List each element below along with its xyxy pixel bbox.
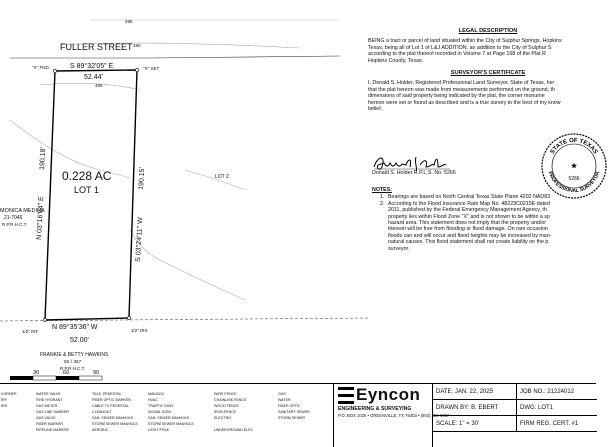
scale-label: 60 bbox=[63, 370, 70, 376]
street-south-line-east bbox=[150, 56, 340, 58]
legend-item: WIRE FENCE bbox=[214, 392, 237, 396]
certificate-line: I, Donald S. Holder, Registered Professional Land Surveyor, State of Texas, her bbox=[368, 80, 555, 87]
note-line: Bearings are based on North Central Texas State Plane 4202 NAD83 bbox=[388, 194, 551, 201]
legend-item: FIBER OPTIC bbox=[278, 404, 301, 408]
certificate-line: that the plat hereon was made from measurements performed on the ground, th bbox=[368, 86, 555, 93]
note-number: 1. bbox=[380, 194, 385, 201]
eyncon-logo-icon bbox=[338, 387, 354, 404]
notes-title: NOTES: bbox=[372, 187, 393, 193]
contour-line bbox=[185, 170, 245, 190]
note-line: surveyor. bbox=[388, 245, 410, 252]
symbol-legend bbox=[0, 384, 333, 447]
legal-line: BEING a tract or parcel of land situated within the City of Sulphur Springs, Hopkins bbox=[368, 38, 562, 45]
legal-description-title: LEGAL DESCRIPTION bbox=[458, 28, 518, 34]
contour-label: 485 bbox=[95, 83, 103, 88]
legend-item: SIGNAL SIGN bbox=[148, 410, 171, 414]
south-distance: 52.00' bbox=[70, 337, 89, 344]
firm-cert-cell: FIRM REG. CERT. #1 bbox=[517, 416, 597, 432]
corner-label: "X" FND. bbox=[32, 65, 50, 70]
note-line: hazard area. This statement does not imply that the property and/or bbox=[388, 220, 547, 227]
legend-item: SAN. SEWER MANHOLE bbox=[92, 416, 134, 420]
legend-item: TELE. PEDESTAL bbox=[92, 392, 122, 396]
legend-item: IRON FENCE bbox=[214, 410, 237, 414]
certificate-line: dimensions of said property being indicated by the plat, the corner monume bbox=[368, 93, 545, 100]
scale-label: 90 bbox=[93, 370, 100, 376]
legend-item: TRAFFIC SIGN bbox=[148, 404, 173, 408]
seal-state: STATE OF TEXAS bbox=[549, 137, 599, 156]
legend-item: STORM SEWER MANHOLE bbox=[148, 422, 194, 426]
legal-line: Hopkins County, Texas. bbox=[368, 57, 424, 64]
title-block-info bbox=[432, 384, 597, 447]
legend-item: SANITARY SEWER bbox=[278, 410, 310, 414]
adjacent-lot-label: LOT 2 bbox=[215, 174, 229, 180]
legend-item: CHAINLINK FENCE bbox=[214, 398, 247, 402]
note-line: According to the Flood Insurance Rate Map No. 48223C0215E dated bbox=[388, 200, 550, 207]
legend-item: WOOD FENCE bbox=[214, 404, 239, 408]
corner-marker-icon bbox=[43, 318, 46, 321]
north-bearing: S 89°32'05" E bbox=[70, 63, 114, 70]
surveyor-certificate-title: SURVEYOR'S CERTIFICATE bbox=[450, 70, 526, 77]
legend-item: STORM SEWER bbox=[278, 416, 306, 420]
certificate-line: belief. bbox=[368, 106, 383, 113]
legend-item: FIBER MARKER bbox=[36, 422, 63, 426]
legend-item: GAS VALVE bbox=[36, 416, 56, 420]
legend-item: PIPELINE MARKER bbox=[36, 428, 69, 432]
note-line: thereon will be free from flooding or flood damage. On rare occasion bbox=[388, 226, 548, 233]
contour-line bbox=[130, 230, 245, 300]
signature-caption: Donald S. Holder R.P.L.S. No. 5266 bbox=[372, 170, 456, 176]
corner-label: "X" SET bbox=[143, 66, 160, 71]
notes-section bbox=[372, 187, 612, 252]
seal-title: PROFESSIONAL SURVEYOR bbox=[546, 170, 602, 195]
note-line: 2011, published by the Federal Emergency Management Agency, th bbox=[388, 207, 547, 214]
corner-marker-icon bbox=[127, 316, 130, 319]
neighbor-west-record: 21-7046 bbox=[4, 215, 23, 221]
legal-line: according to the plat thereof recorded in Volume 7 at Page 168 of the Plat R bbox=[368, 51, 546, 58]
legend-item: GAS METER bbox=[36, 404, 58, 408]
legend-item: STORM SEWER MANHOLE bbox=[92, 422, 138, 426]
scale-label: 30 bbox=[33, 370, 40, 376]
legend-item: ELECTRIC bbox=[214, 416, 232, 420]
company-tagline: ENGINEERING & SURVEYING bbox=[338, 406, 412, 412]
title-block bbox=[0, 383, 596, 447]
legend-item: CORNER bbox=[1, 392, 17, 396]
legend-item: HVAC bbox=[148, 398, 158, 402]
certificate-line: hereon were set or found as described and is a true survey to the best of my know bbox=[368, 99, 561, 106]
legend-item: GAS bbox=[278, 392, 286, 396]
legend-item: IRS bbox=[1, 404, 7, 408]
legend-item: GAS LINE MARKER bbox=[36, 410, 69, 414]
note-line: natural causes. This flood statement shall not create liability on the p bbox=[388, 239, 549, 246]
note-number: 2. bbox=[380, 200, 385, 207]
neighbor-west-name: MONICA MEDINA bbox=[0, 208, 45, 214]
legend-item: CABLE TV PEDESTAL bbox=[92, 404, 129, 408]
job-number-cell: JOB NO.: 21224012 bbox=[517, 384, 597, 400]
scale-cell: SCALE: 1" = 30' bbox=[433, 416, 517, 432]
contour-label: 490 bbox=[133, 43, 141, 48]
legal-line: Texas, being all of Lot 1 of L&J ADDITION, an addition to the City of Sulphur S bbox=[368, 44, 552, 51]
dwg-cell: DWG: LOT1 bbox=[517, 400, 597, 416]
south-bearing: N 89°35'36" W bbox=[52, 324, 98, 331]
legal-panel bbox=[368, 0, 608, 380]
seal-number: 5266 bbox=[568, 176, 580, 182]
legend-item: FIRE HYDRANT bbox=[36, 398, 63, 402]
legend-item: IRF bbox=[1, 398, 7, 402]
lot-number: LOT 1 bbox=[74, 185, 99, 195]
corner-marker-icon bbox=[135, 68, 138, 71]
drawn-by-cell: DRAWN BY: B. EBERT bbox=[433, 400, 517, 416]
neighbor-west-county: R.P.R.H.C.T. bbox=[2, 222, 28, 227]
scale-bar bbox=[10, 376, 102, 380]
legend-item: MAILBOX bbox=[148, 392, 164, 396]
note-line: floods can and will occur and flood heights may be increased by man- bbox=[388, 232, 552, 239]
lot-acreage: 0.228 AC bbox=[62, 169, 112, 183]
company-name: Eyncon bbox=[356, 385, 421, 404]
company-address: P.O. BOX 1025 • GREENVILLE, TX 75403 • (903) 450-9857 bbox=[338, 413, 450, 418]
neighbor-south-county: R.P.R.H.C.T. bbox=[60, 366, 86, 371]
legend-item: FIBER OPTIC MARKER bbox=[92, 398, 131, 402]
east-bearing: S 03°24'11" W bbox=[135, 217, 145, 263]
contour-label: 495 bbox=[125, 19, 133, 24]
west-distance: 190.18' bbox=[39, 147, 48, 171]
legend-item: UNDERGROUND ELEC. bbox=[214, 428, 255, 432]
corner-label: 1/2" IRF bbox=[22, 329, 39, 334]
company-logo bbox=[333, 384, 450, 447]
neighbor-south-record: 82 / 367 bbox=[64, 360, 82, 365]
note-line: property lies within Flood Zone "X" and is not shown to be within a sp bbox=[388, 213, 550, 220]
legend-item: LIGHT POLE bbox=[148, 428, 170, 432]
street-name: FULLER STREET bbox=[60, 42, 133, 52]
legend-item: SAN. SEWER MANHOLE bbox=[148, 416, 190, 420]
corner-marker-icon bbox=[53, 69, 56, 72]
east-distance: 190.15' bbox=[138, 167, 147, 191]
corner-label: 1/2" IRS bbox=[131, 328, 148, 333]
north-distance: 52.44' bbox=[84, 74, 103, 81]
note-item bbox=[372, 201, 612, 252]
date-cell: DATE: JAN. 22, 2025 bbox=[433, 384, 517, 400]
legend-item: WATER VALVE bbox=[36, 392, 61, 396]
lot-boundary bbox=[45, 70, 137, 320]
legend-item: CLEANOUT bbox=[92, 410, 112, 414]
legend-item: AEROBIC bbox=[92, 428, 109, 432]
neighbor-south-name: FRANKIE & BETTY HAWKINS bbox=[40, 352, 109, 358]
legend-item: WATER bbox=[278, 398, 291, 402]
seal-star-icon: ★ bbox=[570, 163, 578, 170]
west-bearing: N 03°16'04" E bbox=[36, 196, 46, 241]
